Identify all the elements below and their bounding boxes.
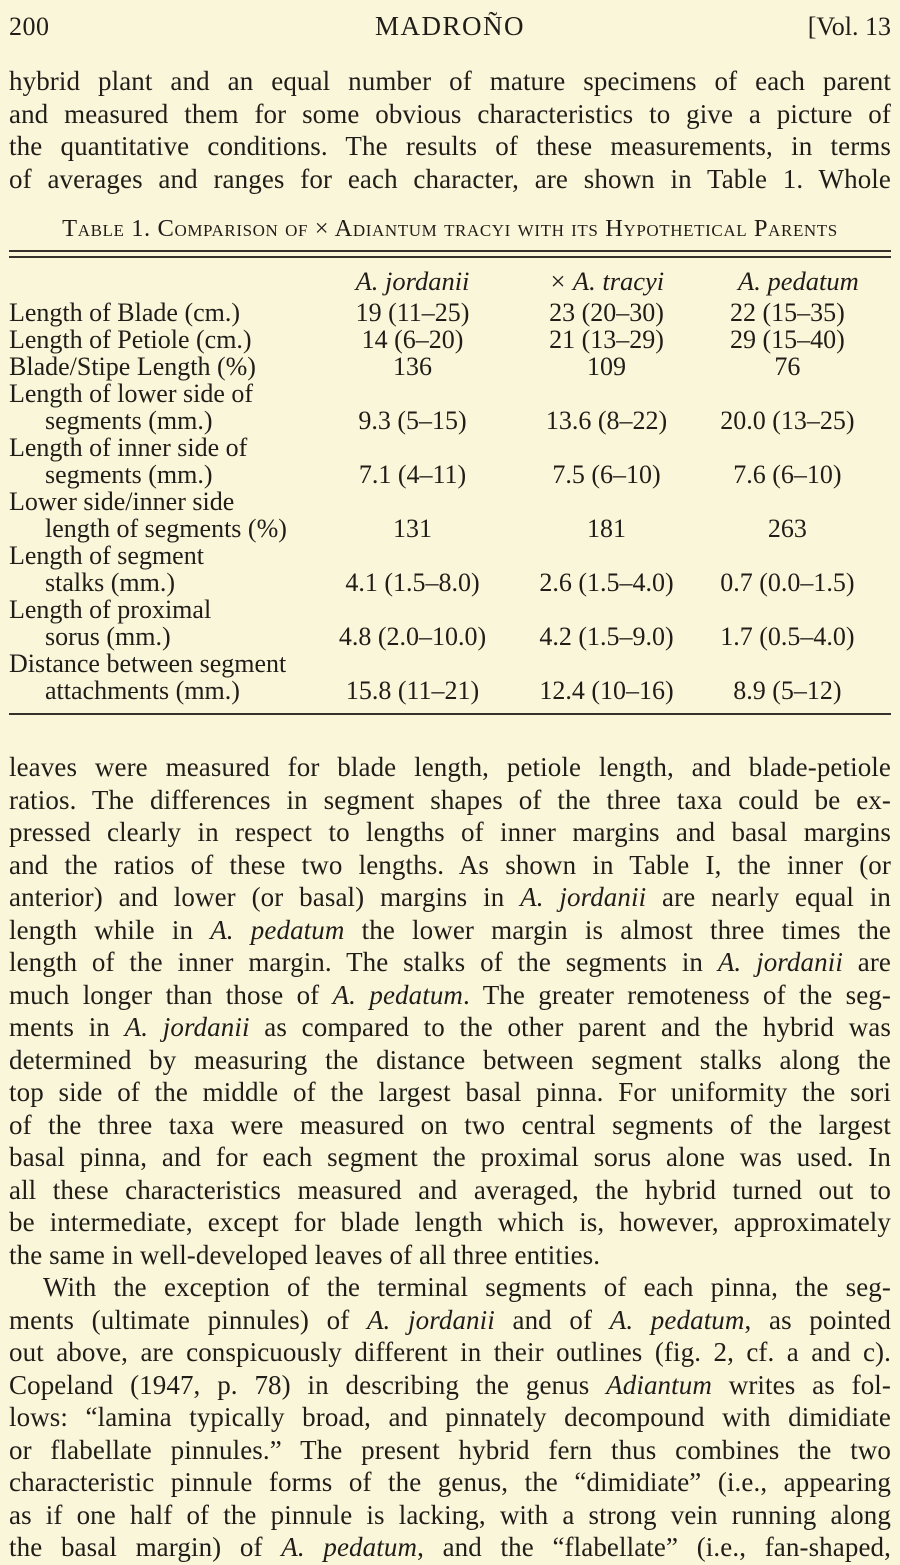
text-line: top side of the middle of the largest basal pinna. For uniformity the sori: [9, 1077, 891, 1107]
value-cell: 1.7 (0.5–4.0): [720, 622, 855, 651]
text-line: lows: “lamina typically broad, and pinnately decompound with dimidiate: [9, 1402, 891, 1432]
value-cell: 4.2 (1.5–9.0): [539, 622, 674, 651]
text-line: the quantitative conditions. The results of these measurements, in terms: [9, 131, 891, 161]
value-cell: 19 (11–25): [355, 298, 470, 327]
running-head: [9, 10, 891, 43]
paragraph-intro: [9, 65, 891, 195]
value-cell: 21 (13–29): [549, 325, 664, 354]
text-line: characteristic pinnule forms of the genus, the “dimidiate” (i.e., appearing: [9, 1467, 891, 1497]
table-row: [9, 650, 891, 704]
value-cell: 9.3 (5–15): [358, 406, 467, 435]
value-cell: 4.1 (1.5–8.0): [345, 568, 480, 597]
table-row: [9, 542, 891, 596]
value-cell: 263: [767, 514, 807, 543]
value-cell: 109: [587, 352, 627, 381]
italic-taxon-name: A. jordanii: [124, 1012, 250, 1042]
comparison-table: [9, 266, 891, 704]
column-header: A. pedatum: [738, 266, 859, 296]
table-1-block: [9, 215, 891, 715]
table-row: [9, 299, 891, 326]
volume-label: [Vol. 13: [807, 12, 891, 41]
value-cell: 76: [774, 352, 801, 381]
row-label: Blade/Stipe Length (%): [9, 352, 256, 381]
text-line: ments (ultimate pinnules) of A. jordanii and of A. pedatum, as pointed: [9, 1304, 891, 1335]
text-line: the basal margin) of A. pedatum, and the “flabellate” (i.e., fan-shaped,: [9, 1532, 891, 1562]
row-label: Length of inner side of segments (mm.): [9, 433, 248, 489]
text-line: much longer than those of A. pedatum. The greater remoteness of the seg-: [9, 979, 891, 1010]
table-top-rule: [9, 250, 891, 258]
italic-taxon-name: A. jordanii: [717, 947, 843, 977]
value-cell: 7.5 (6–10): [552, 460, 661, 489]
value-cell: 4.8 (2.0–10.0): [338, 622, 487, 651]
text-line: basal pinna, and for each segment the proximal sorus alone was used. In: [9, 1142, 891, 1172]
table-row: [9, 434, 891, 488]
paragraph-measurements: [9, 751, 891, 1271]
italic-taxon-name: A. pedatum: [210, 914, 345, 945]
table-header-row: [9, 266, 891, 299]
value-cell: 0.7 (0.0–1.5): [720, 568, 855, 597]
value-cell: 12.4 (10–16): [539, 676, 674, 705]
text-line: leaves were measured for blade length, petiole length, and blade-petiole: [9, 752, 891, 782]
text-line: determined by measuring the distance between segment stalks along the: [9, 1044, 891, 1075]
value-cell: 23 (20–30): [549, 298, 664, 327]
text-line: the same in well-developed leaves of all three entities.: [9, 1239, 601, 1270]
row-label: Length of proximal sorus (mm.): [9, 595, 212, 651]
italic-taxon-name: A. pedatum: [332, 979, 464, 1010]
value-cell: 20.0 (13–25): [720, 406, 855, 435]
text-line: as if one half of the pinnule is lacking, with a strong vein running along: [9, 1499, 891, 1530]
value-cell: 7.1 (4–11): [358, 460, 467, 489]
row-label: Length of Petiole (cm.): [9, 325, 252, 354]
row-label: Lower side/inner side length of segments (%): [9, 487, 287, 543]
value-cell: 8.9 (5–12): [733, 676, 842, 705]
table-bottom-rule: [9, 713, 891, 715]
column-header: × A. tracyi: [548, 266, 665, 296]
row-label: Distance between segment attachments (mm.): [9, 649, 287, 705]
text-line: Copeland (1947, p. 78) in describing the genus Adiantum writes as fol-: [9, 1369, 891, 1400]
value-cell: 15.8 (11–21): [345, 676, 480, 705]
row-label: Length of segment stalks (mm.): [9, 541, 204, 597]
value-cell: 181: [587, 514, 627, 543]
text-line: of the three taxa were measured on two central segments of the largest: [9, 1109, 891, 1140]
table-row: [9, 326, 891, 353]
text-line: ratios. The differences in segment shapes of the three taxa could be ex-: [9, 784, 891, 815]
text-line: be intermediate, except for blade length which is, however, approximately: [9, 1207, 891, 1237]
value-cell: 136: [393, 352, 432, 381]
italic-taxon-name: Adiantum: [606, 1369, 712, 1400]
table-title: Table 1. Comparison of × Adiantum tracyi with its Hypothetical Parents: [62, 215, 838, 242]
text-line: With the exception of the terminal segments of each pinna, the seg-: [43, 1272, 891, 1302]
table-row: [9, 596, 891, 650]
italic-taxon-name: A. pedatum: [281, 1532, 418, 1562]
table-body: [9, 299, 891, 704]
table-row: [9, 488, 891, 542]
text-line: and measured them for some obvious characteristics to give a picture of: [9, 98, 891, 129]
value-cell: 22 (15–35): [729, 298, 845, 327]
text-line: and the ratios of these two lengths. As shown in Table I, the inner (or: [9, 849, 891, 880]
text-line: of averages and ranges for each character, are shown in Table 1. Whole: [9, 163, 891, 194]
text-line: or flabellate pinnules.” The present hybrid fern thus combines the two: [9, 1434, 891, 1465]
italic-taxon-name: A. pedatum: [609, 1304, 745, 1335]
row-label: Length of Blade (cm.): [9, 298, 241, 327]
value-cell: 14 (6–20): [361, 325, 464, 354]
page-number: 200: [9, 12, 50, 41]
row-label: Length of lower side of segments (mm.): [9, 379, 254, 435]
value-cell: 29 (15–40): [729, 325, 845, 354]
text-line: anterior) and lower (or basal) margins in A. jordanii are nearly equal in: [9, 882, 891, 912]
paragraph-pinnules: [9, 1271, 891, 1564]
italic-taxon-name: A. jordanii: [520, 882, 647, 912]
text-line: ments in A. jordanii as compared to the other parent and the hybrid was: [9, 1012, 891, 1042]
text-line: hybrid plant and an equal number of mature specimens of each parent: [9, 66, 891, 96]
text-line: all these characteristics measured and averaged, the hybrid turned out to: [9, 1174, 891, 1205]
empty-header-cell: [9, 266, 318, 299]
text-line: pressed clearly in respect to lengths of inner margins and basal margins: [9, 817, 891, 847]
value-cell: 2.6 (1.5–4.0): [539, 568, 674, 597]
table-row: [9, 380, 891, 434]
column-header: A. jordanii: [355, 266, 470, 296]
text-line: length while in A. pedatum the lower margin is almost three times the: [9, 914, 892, 945]
journal-title: MADROÑO: [374, 11, 525, 41]
italic-taxon-name: A. jordanii: [366, 1304, 495, 1335]
table-row: [9, 353, 891, 380]
text-line: length of the inner margin. The stalks of the segments in A. jordanii are: [9, 947, 891, 977]
value-cell: 13.6 (8–22): [545, 406, 668, 435]
value-cell: 7.6 (6–10): [733, 460, 842, 489]
value-cell: 131: [393, 514, 432, 543]
text-line: out above, are conspicuously different in their outlines (fig. 2, cf. a and c).: [9, 1337, 891, 1367]
